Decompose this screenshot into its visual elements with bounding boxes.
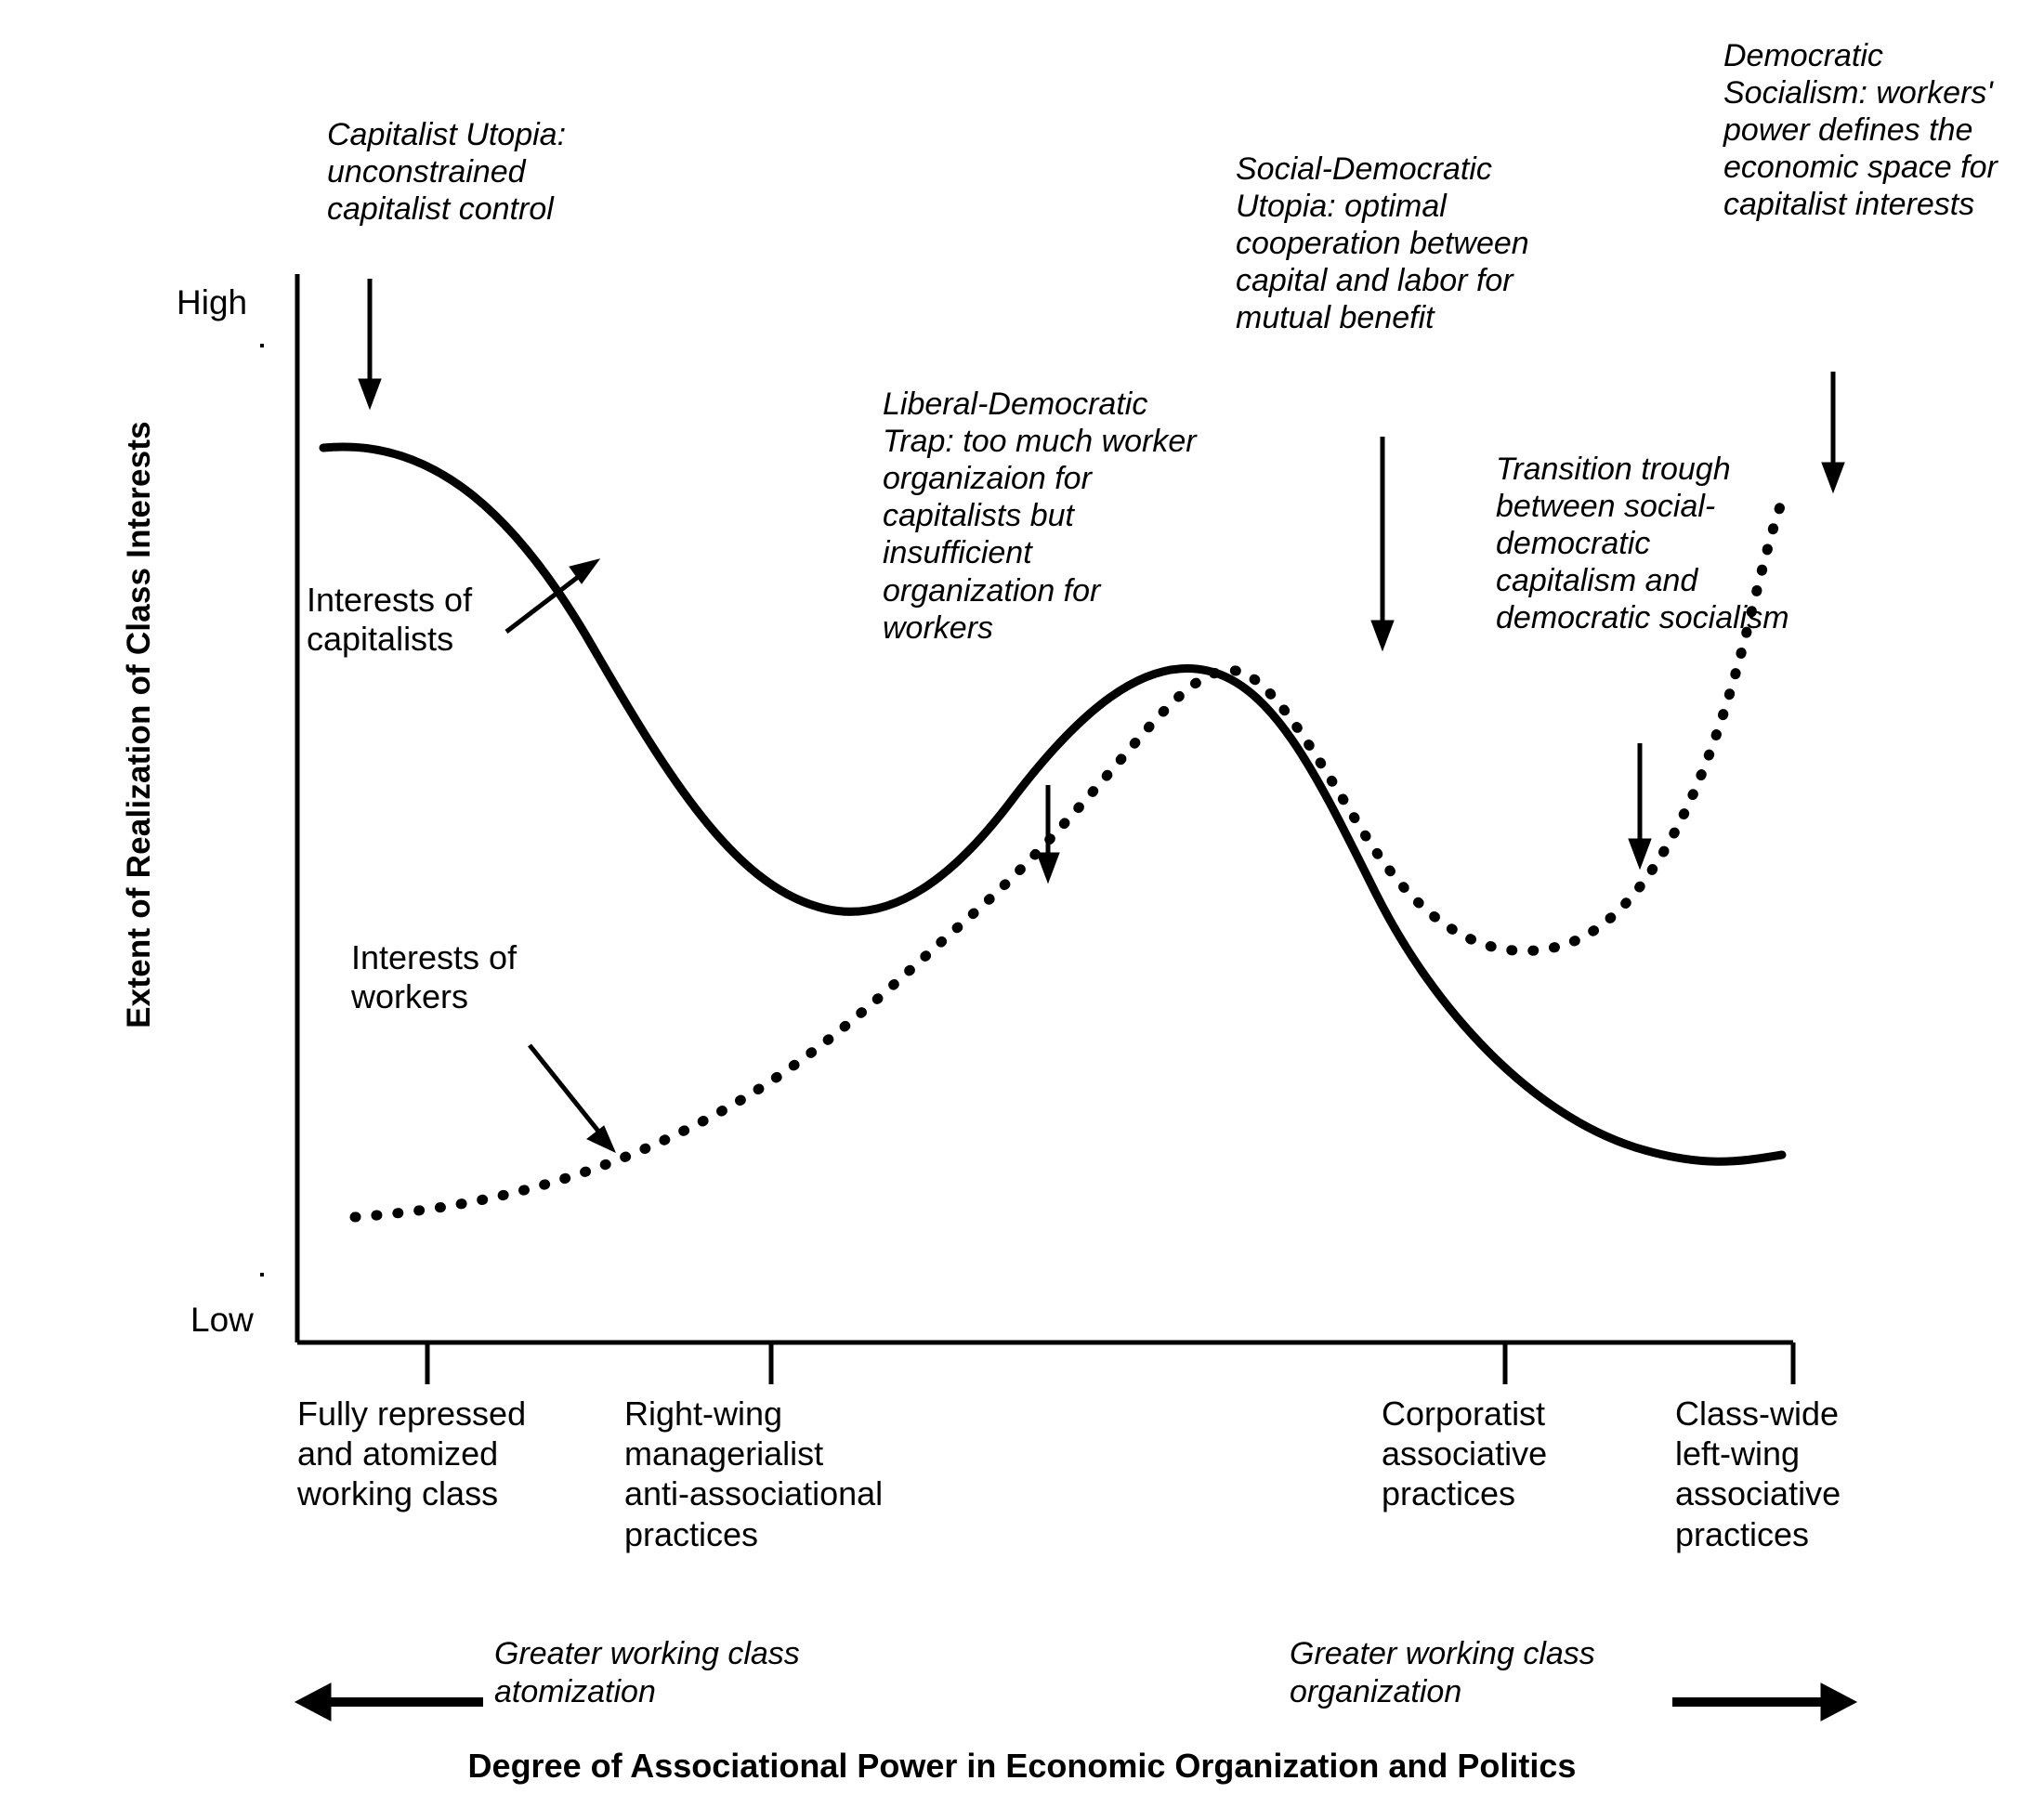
x-category-3-line3: practices: [1382, 1474, 1516, 1513]
x-category-4-line3: associative: [1675, 1474, 1841, 1513]
arrow-interests-workers: [530, 1045, 615, 1152]
x-axis-title: Degree of Associational Power in Economic Organization and Politics: [467, 1747, 1577, 1785]
y-axis-title: Extent of Realization of Class Interests: [121, 421, 157, 1028]
x-category-4-line1: Class-wide: [1675, 1394, 1840, 1433]
arrow-liberal-democratic-trap: [1037, 785, 1059, 883]
x-category-1-line1: Fully repressed: [297, 1394, 527, 1433]
direction-label-right: Greater working class organization: [1290, 1636, 1595, 1709]
label-interests-of-capitalists: Interests of capitalists: [307, 581, 473, 659]
arrow-direction-left: [295, 1683, 483, 1721]
label-interests-of-workers: Interests of workers: [351, 938, 518, 1016]
x-category-4-line2: left-wing: [1675, 1434, 1801, 1473]
x-category-4-line4: practices: [1675, 1514, 1810, 1553]
annotation-liberal-democratic-trap: Liberal-Democratic Trap: too much worker organizaion for capitalists but insufficient organization for workers: [883, 386, 1197, 646]
x-category-3-line2: associative: [1382, 1434, 1548, 1473]
annotation-democratic-socialism: Democratic Socialism: workers' power defines the economic space for capitalist interests: [1723, 38, 1998, 223]
arrow-capitalist-utopia: [359, 279, 381, 409]
x-category-2-line4: practices: [624, 1514, 759, 1553]
x-category-1: [297, 1394, 576, 1514]
annotation-capitalist-utopia: Capitalist Utopia: unconstrained capitalist control: [327, 117, 567, 228]
x-category-4: [1675, 1394, 1917, 1554]
arrow-direction-right: [1672, 1683, 1856, 1721]
x-category-2-line3: anti-associational: [624, 1474, 884, 1513]
x-category-1-line3: working class: [297, 1474, 499, 1513]
annotation-transition-trough: Transition trough between social-democratic capitalism and democratic socialism: [1496, 452, 1789, 636]
y-axis-high-label: High: [177, 283, 248, 321]
x-category-2-line2: managerialist: [624, 1434, 824, 1473]
x-category-3-line1: Corporatist: [1382, 1394, 1546, 1433]
arrow-social-democratic-utopia: [1371, 437, 1394, 650]
x-category-1-line2: and atomized: [297, 1434, 499, 1473]
arrow-democratic-socialism: [1822, 372, 1844, 492]
annotation-social-democratic-utopia: Social-Democratic Utopia: optimal cooperation between capital and labor for mutual benefit: [1236, 151, 1529, 336]
x-category-3: [1382, 1394, 1623, 1514]
x-category-2: [624, 1394, 931, 1554]
arrow-transition-trough: [1629, 743, 1651, 869]
x-category-2-line1: Right-wing: [624, 1394, 783, 1433]
y-axis-low-label: Low: [190, 1301, 254, 1339]
direction-label-left: Greater working class atomization: [494, 1636, 800, 1709]
